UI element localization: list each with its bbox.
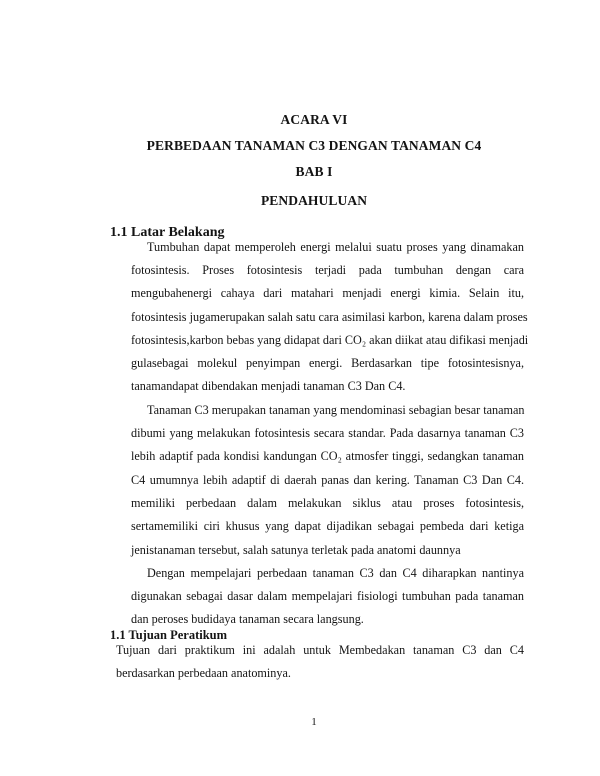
body-line: Tujuan dari praktikum ini adalah untuk Membedakan tanaman C3 dan C4 — [116, 643, 524, 657]
bab-heading: BAB I — [295, 164, 333, 179]
body-line: sertamemiliki ciri khusus yang dapat dijadikan sebagai pembeda dari ketiga — [131, 519, 524, 533]
body-line: berdasarkan perbedaan anatominya. — [116, 666, 291, 680]
body-line: jenistanaman tersebut, salah satunya terletak pada anatomi daunnya — [131, 543, 461, 557]
section-heading-tujuan: 1.1 Tujuan Peratikum — [110, 628, 228, 642]
document-title: PERBEDAAN TANAMAN C3 DENGAN TANAMAN C4 — [146, 138, 482, 153]
body-line: Tumbuhan dapat memperoleh energi melalui suatu proses yang dinamakan — [147, 240, 524, 254]
body-line: fotosintesis,karbon bebas yang didapat dari CO₂ akan diikat atau difikasi menjadi — [131, 333, 529, 347]
body-line: tanamandapat dibendakan menjadi tanaman C3 Dan C4. — [131, 379, 406, 393]
body-line: dan peroses budidaya tanaman secara langsung. — [131, 612, 364, 626]
body-line: Dengan mempelajari perbedaan tanaman C3 dan C4 diharapkan nantinya — [147, 566, 524, 580]
body-line: Tanaman C3 merupakan tanaman yang mendominasi sebagian besar tanaman — [147, 403, 525, 417]
body-line: memiliki perbedaan dalam melakukan siklus atau proses fotosintesis, — [131, 496, 524, 510]
body-line: digunakan sebagai dasar dalam mempelajari fisiologi tumbuhan pada tanaman — [131, 589, 524, 603]
body-line: C4 umumnya lebih adaptif di daerah panas dan kering. Tanaman C3 Dan C4. — [131, 473, 524, 487]
body-line: fotosintesis jugamerupakan salah satu cara asimilasi karbon, karena dalam proses — [131, 310, 528, 324]
acara-heading: ACARA VI — [280, 112, 348, 127]
body-line: fotosintesis. Proses fotosintesis terjadi pada tumbuhan dengan cara — [131, 263, 524, 277]
body-line: gulasebagai molekul penyimpan energi. Berdasarkan tipe fotosintesisnya, — [131, 356, 524, 370]
body-line: dibumi yang melakukan fotosintesis secara standar. Pada dasarnya tanaman C3 — [131, 426, 524, 440]
section-heading-latar-belakang: 1.1 Latar Belakang — [110, 225, 225, 240]
chapter-heading: PENDAHULUAN — [260, 193, 368, 208]
page-number: 1 — [311, 716, 317, 728]
body-line: lebih adaptif pada kondisi kandungan CO₂ atmosfer tinggi, sedangkan tanaman — [131, 449, 524, 463]
body-line: mengubahenergi cahaya dari matahari menjadi energi kimia. Selain itu, — [131, 286, 524, 300]
